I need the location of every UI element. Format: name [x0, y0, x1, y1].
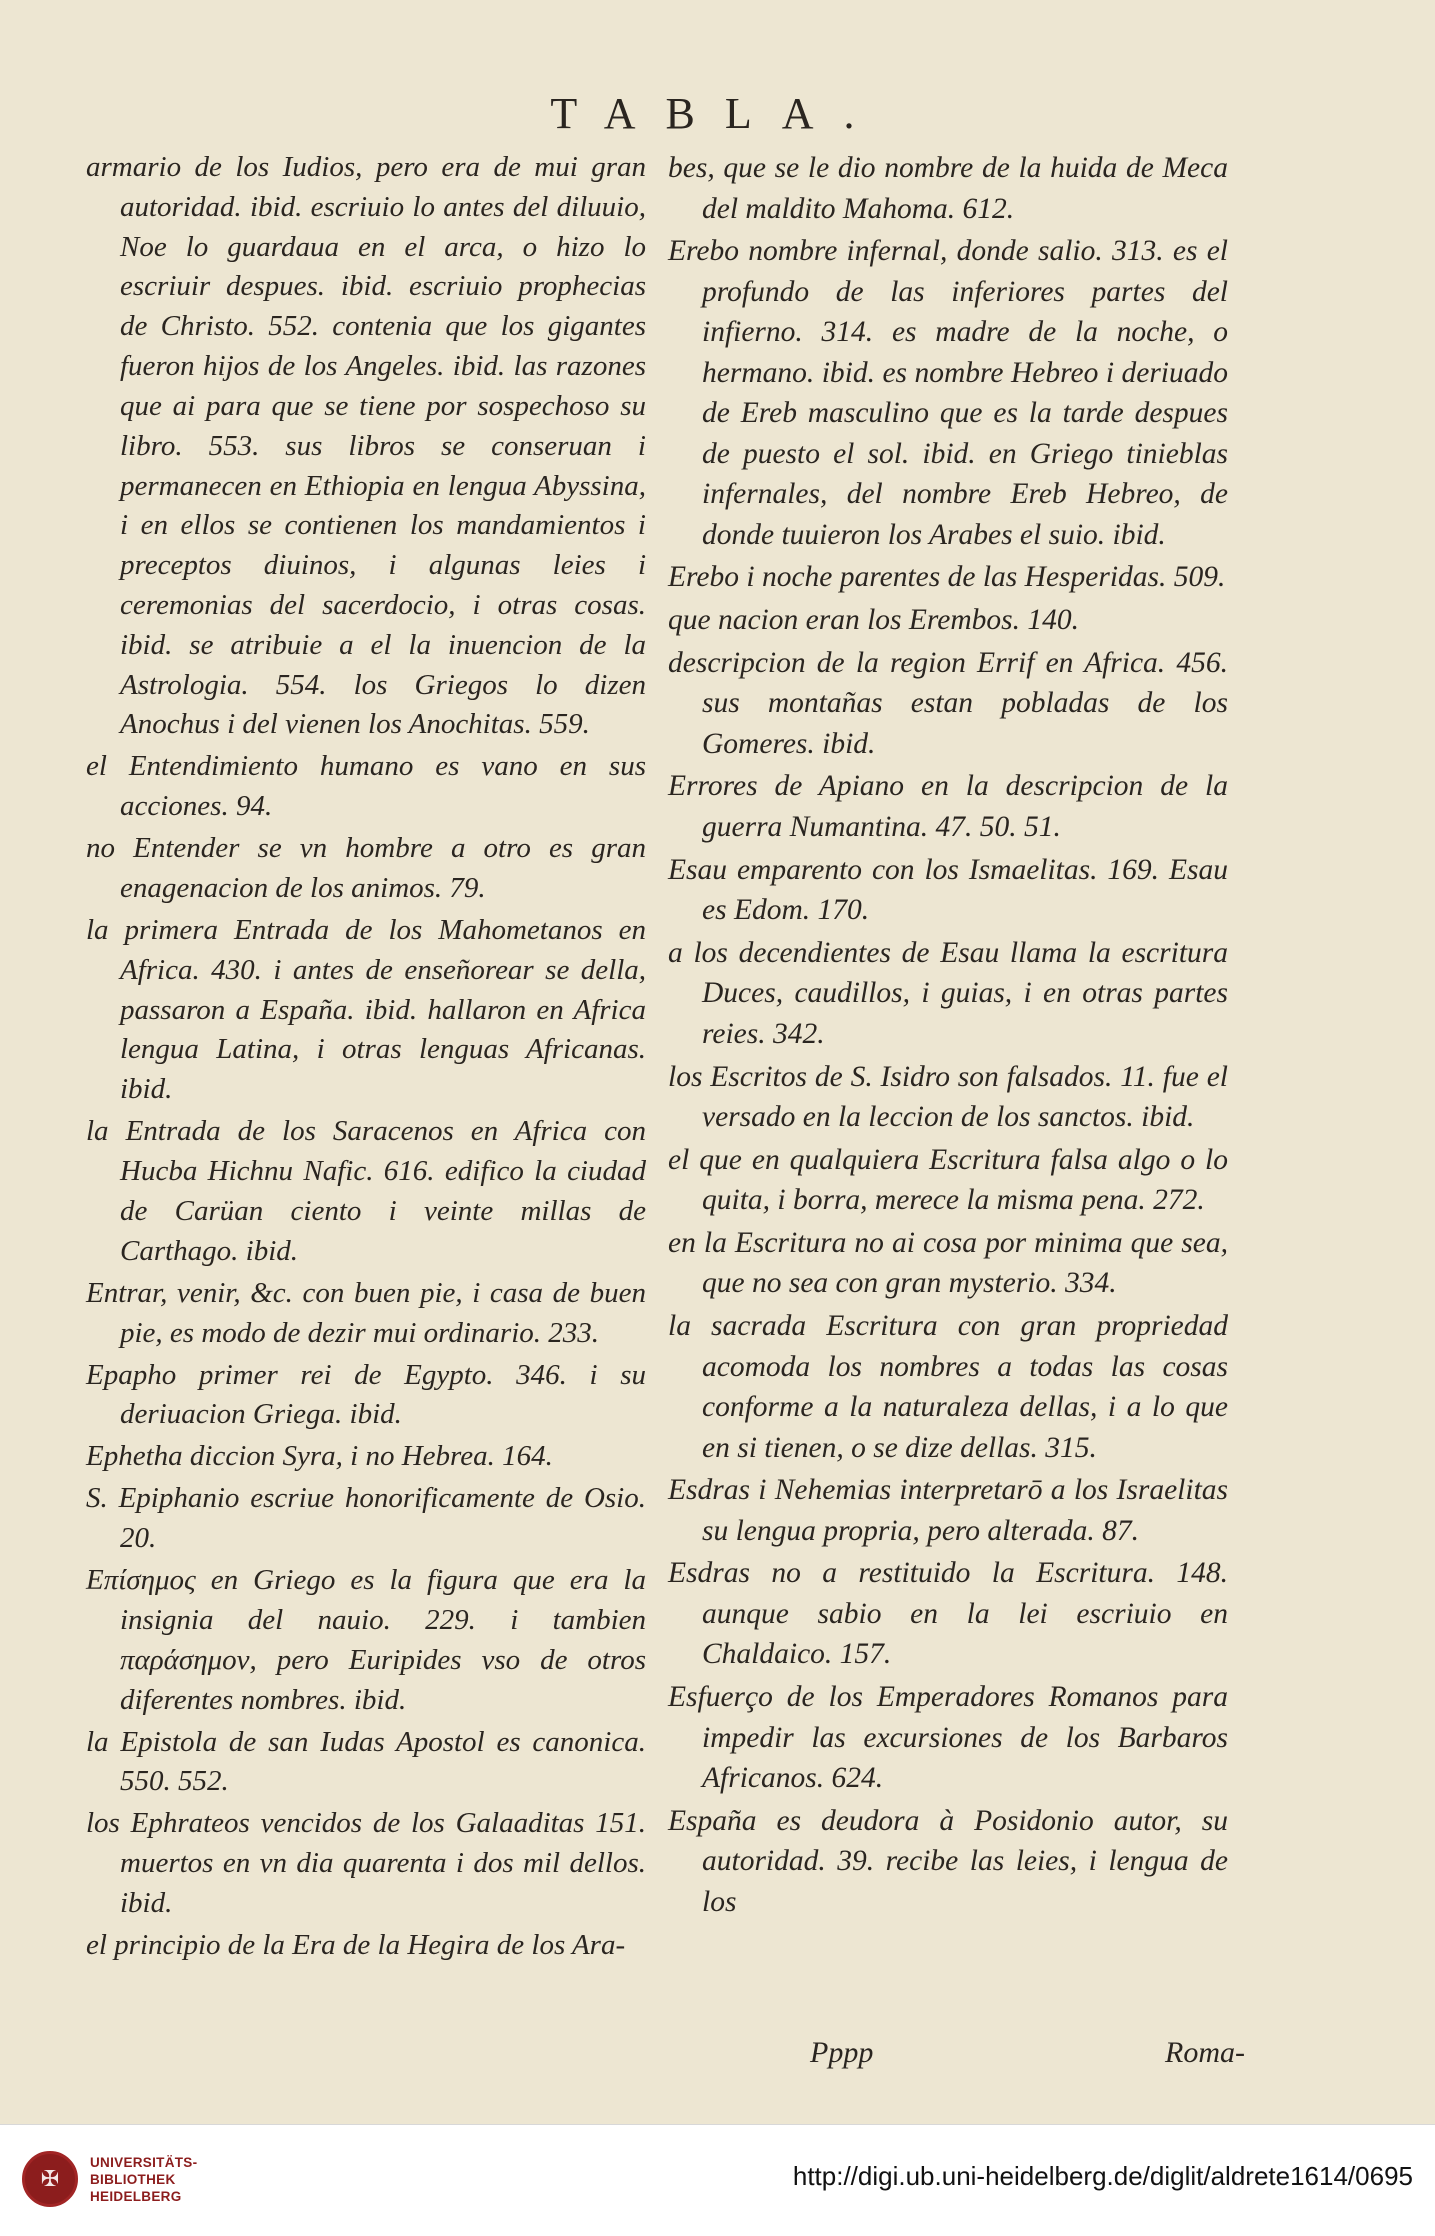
index-entry: que nacion eran los Erembos. 140. [668, 604, 1080, 637]
viewer-footer [0, 2124, 1435, 2236]
index-entry: el Entendimiento humano es vano en sus acciones. 94. [86, 750, 646, 823]
library-logo[interactable] [22, 2139, 262, 2219]
library-name-line: BIBLIOTHEK [90, 2171, 176, 2187]
source-url-link[interactable]: http://digi.ub.uni-heidelberg.de/diglit/aldrete1614/0695 [792, 2161, 1413, 2191]
index-entry: Esfuerço de los Emperadores Romanos para impedir las excursiones de los Barbaros Africanos. 624. [668, 1681, 1228, 1795]
index-entry: los Ephrateos vencidos de los Galaaditas 151. muertos en vn dia quarenta i dos mil dellos. ibid. [86, 1807, 646, 1919]
index-entry: Ephetha diccion Syra, i no Hebrea. 164. [86, 1440, 553, 1473]
seal-icon: ✠ [22, 2151, 78, 2207]
index-entry: Επίσημος en Griego es la figura que era la insignia del nauio. 229. i tambien παράσημον, pero Euripides vso de otros diferentes nombres. ibid. [86, 1564, 646, 1716]
index-entry: Erebo i noche parentes de las Hesperidas. 509. [668, 561, 1226, 594]
index-entry: la sacrada Escritura con gran propriedad acomoda los nombres a todas las cosas conforme a la naturaleza dellas, i a lo que en si tienen, o se dize dellas. 315. [668, 1310, 1228, 1464]
index-entry: Esdras no a restituido la Escritura. 148. aunque sabio en la lei escriuio en Chaldaico. 157. [668, 1557, 1228, 1671]
left-column [86, 148, 646, 1968]
library-name [90, 2154, 197, 2205]
index-entry: en la Escritura no ai cosa por minima que sea, que no sea con gran mysterio. 334. [668, 1226, 1228, 1300]
index-entry: bes, que se le dio nombre de la huida de Meca del maldito Mahoma. 612. [668, 152, 1228, 225]
index-entry: Esau emparento con los Ismaelitas. 169. Esau es Edom. 170. [668, 853, 1228, 927]
index-entry: la primera Entrada de los Mahometanos en Africa. 430. i antes de enseñorear se della, passaron a España. ibid. hallaron en Africa lengua Latina, i otras lenguas Africanas. ibid. [86, 914, 646, 1106]
index-entry: Epapho primer rei de Egypto. 346. i su deriuacion Griega. ibid. [86, 1358, 646, 1431]
library-name-line: UNIVERSITÄTS- [90, 2154, 198, 2170]
library-name-line: HEIDELBERG [90, 2188, 182, 2204]
catchword: Roma- [1165, 2036, 1245, 2069]
page-foot [0, 2036, 1435, 2076]
index-entry: la Entrada de los Saracenos en Africa con Hucba Hichnu Nafic. 616. edifico la ciudad de Carüan ciento i veinte millas de Carthago. ibid. [86, 1115, 646, 1267]
index-entry: a los decendientes de Esau llama la escritura Duces, caudillos, i guias, i en otras partes reies. 342. [668, 936, 1228, 1050]
running-head: TABLA. [550, 89, 885, 138]
index-entry: no Entender se vn hombre a otro es gran enagenacion de los animos. 79. [86, 832, 646, 904]
index-entry: el principio de la Era de la Hegira de los Ara- [86, 1929, 626, 1961]
index-entry: la Epistola de san Iudas Apostol es canonica. 550. 552. [86, 1725, 646, 1798]
index-entry: descripcion de la region Errif en Africa. 456. sus montañas estan pobladas de los Gomeres. ibid. [668, 646, 1228, 760]
right-column [668, 148, 1228, 1925]
index-entry: S. Epiphanio escriue honorificamente de Osio. 20. [86, 1482, 646, 1555]
signature-mark: Pppp [810, 2036, 874, 2069]
index-entry: España es deudora à Posidonio autor, su autoridad. 39. recibe las leies, i lengua de los [668, 1804, 1228, 1918]
index-entry: el que en qualquiera Escritura falsa algo o lo quita, i borra, merece la misma pena. 272. [668, 1143, 1228, 1217]
index-entry: Esdras i Nehemias interpretarō a los Israelitas su lengua propria, pero alterada. 87. [668, 1474, 1228, 1547]
index-entry: Errores de Apiano en la descripcion de la guerra Numantina. 47. 50. 51. [668, 770, 1228, 843]
index-entry: armario de los Iudios, pero era de mui gran autoridad. ibid. escriuio lo antes del diluuio, Noe lo guardaua en el arca, o hizo lo escriuir despues. ibid. escriuio prophecias de Christo. 552. contenia que los gigantes fueron hijos de los Angeles. ibid. las razones que ai para que se tiene por sospechoso su libro. 553. sus libros se conseruan i permanecen en Ethiopia en lengua Abyssina, i en ellos se contienen los mandamientos i preceptos diuinos, i algunas leies i ceremonias del sacerdocio, i otras cosas. ibid. se atribuie a el la inuencion de la Astrologia. 554. los Griegos lo dizen Anochus i del vienen los Anochitas. 559. [86, 151, 646, 741]
index-entry: Entrar, venir, &c. con buen pie, i casa de buen pie, es modo de dezir mui ordinario. 233. [86, 1276, 646, 1349]
index-entry: los Escritos de S. Isidro son falsados. 11. fue el versado en la leccion de los sanctos. ibid. [668, 1060, 1228, 1133]
index-entry: Erebo nombre infernal, donde salio. 313. es el profundo de las inferiores partes del infierno. 314. es madre de la noche, o hermano. ibid. es nombre Hebreo i deriuado de Ereb masculino que es la tarde despues de puesto el sol. ibid. en Griego tinieblas infernales, del nombre Ereb Hebreo, de donde tuuieron los Arabes el suio. ibid. [668, 235, 1228, 551]
